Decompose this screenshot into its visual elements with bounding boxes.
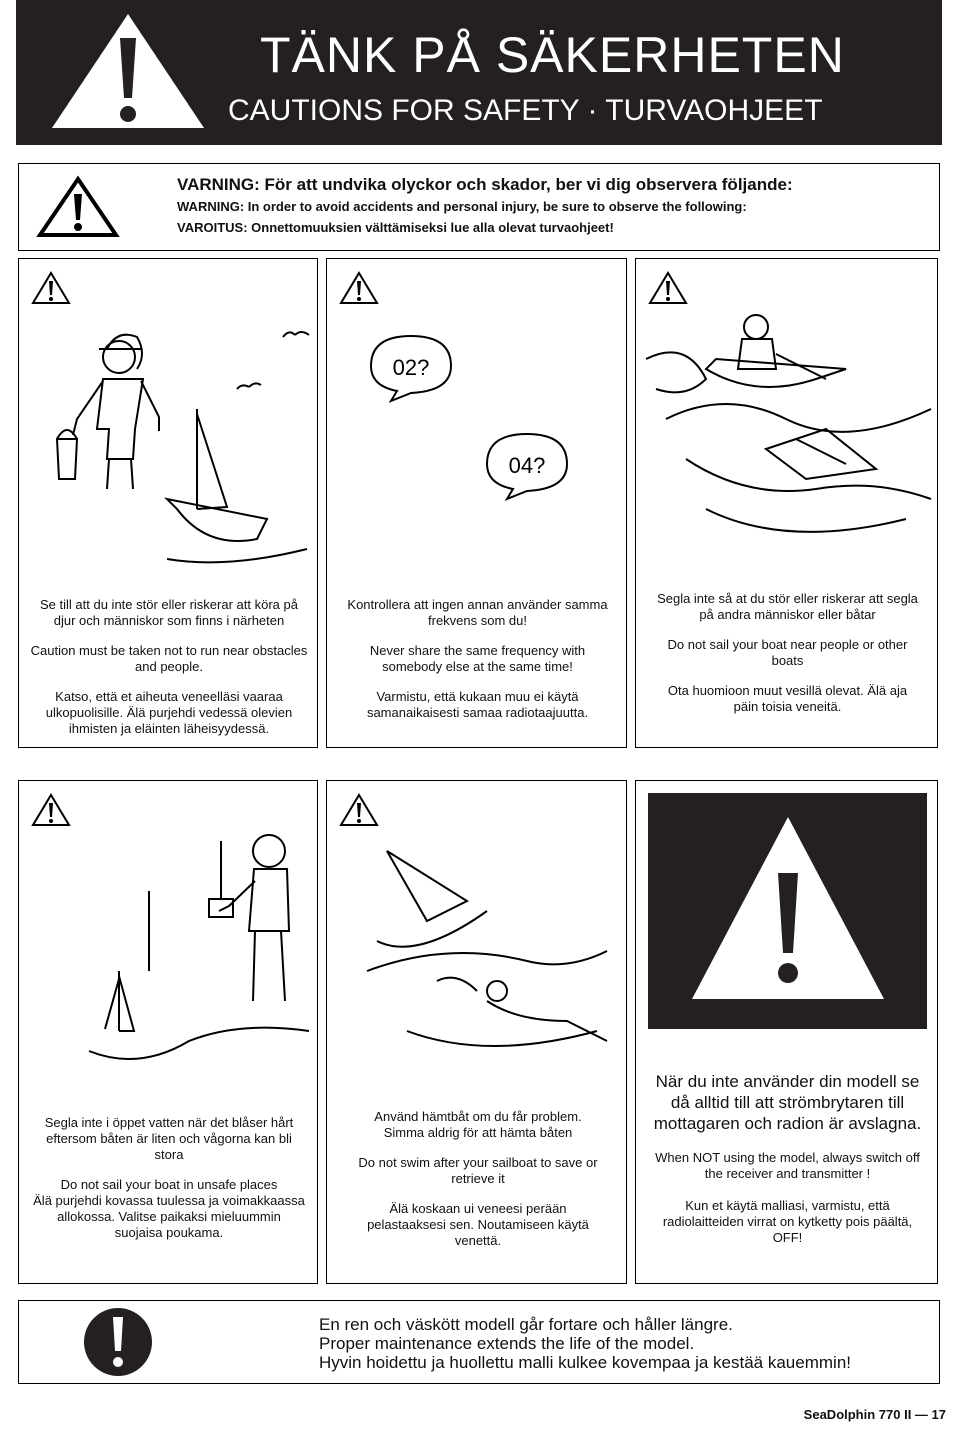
panel-text-en: Caution must be taken not to run near obstacles and people. [30, 643, 308, 674]
panel-text-sv: Kontrollera att ingen annan använder samma frekvens som du! [347, 597, 608, 628]
panel-text-en: When NOT using the model, always switch off the receiver and transmitter ! [655, 1150, 920, 1181]
panel-text-sv: Se till att du inte stör eller riskerar att köra på djur och människor som finns i närheten [40, 597, 298, 628]
rowboat-collision-illustration [646, 299, 931, 549]
warning-triangle-icon [339, 793, 379, 827]
panel-text-en: Do not swim after your sailboat to save or retrieve it [358, 1155, 598, 1186]
frequency-bubble-left [361, 331, 461, 401]
panel-text-sv: När du inte använder din modell se då alltid till att strömbrytaren till mottagaren och radion är avslagna. [653, 1072, 922, 1133]
warning-triangle-icon [37, 176, 119, 238]
maintenance-en: Proper maintenance extends the life of the model. [319, 1334, 695, 1353]
panel-text-en: Do not sail your boat near people or other boats [667, 637, 908, 668]
panel-text-en: Never share the same frequency with somebody else at the same time! [369, 643, 586, 674]
panel-unsafe-water [18, 780, 318, 1284]
maintenance-box [18, 1300, 940, 1384]
warning-sv: VARNING: För att undvika olyckor och skador, ber vi dig observera följande: [177, 175, 793, 194]
warning-en: WARNING: In order to avoid accidents and personal injury, be sure to observe the following: [177, 199, 747, 214]
frequency-bubble-right [477, 429, 577, 499]
panel-text-fi: Kun et käytä malliasi, varmistu, että radiolaitteiden virrat on kytketty pois päältä, OFF! [662, 1198, 913, 1245]
page-subtitle: CAUTIONS FOR SAFETY · TURVAOHJEET [228, 94, 823, 127]
warning-triangle-icon [688, 813, 888, 1003]
warning-fi: VAROITUS: Onnettomuuksien välttämiseksi lue alla olevat turvaohjeet! [177, 220, 614, 235]
exclamation-circle-icon [75, 1305, 161, 1379]
warning-box [18, 163, 940, 251]
warning-block [648, 793, 927, 1029]
page-header [16, 0, 942, 145]
maintenance-sv: En ren och väskött modell går fortare och håller längre. [319, 1315, 733, 1334]
panel-text-fi: Älä koskaan ui veneesi perään pelastaaksesi sen. Noutamiseen käytä venettä. [367, 1201, 589, 1248]
panel-text-fi: Katso, että et aiheuta veneelläsi vaaraa ulkopuolisille. Älä purjehdi vedessä olevien ihmisten ja eläinten läheisyydessä. [45, 689, 293, 736]
panel-text-fi: Älä purjehdi kovassa tuulessa ja voimakkaassa allokossa. Valitse paikaksi mieluummin suojaisa poukama. [33, 1193, 305, 1240]
panel-text-fi: Varmistu, että kukaan muu ei käytä samanaikaisesti samaa radiotaajuutta. [366, 689, 589, 720]
maintenance-fi: Hyvin hoidettu ja huollettu malli kulkee kovempaa ja kestää kauemmin! [319, 1353, 851, 1372]
rc-operator-illustration [59, 821, 309, 1081]
panel-obstacles [18, 258, 318, 748]
frequency-label-b: 04? [508, 453, 546, 478]
panel-text-sv: Segla inte så at du stör eller riskerar att segla på andra människor eller båtar [657, 591, 918, 622]
warning-triangle-icon [48, 10, 208, 132]
child-with-bucket-illustration [37, 319, 307, 569]
warning-triangle-icon [339, 271, 379, 305]
panel-text-en: Do not sail your boat in unsafe places [60, 1177, 278, 1192]
page-title: TÄNK PÅ SÄKERHETEN [260, 27, 845, 83]
swimmer-illustration [367, 841, 617, 1071]
warning-triangle-icon [31, 271, 71, 305]
panel-text-fi: Ota huomioon muut vesillä olevat. Älä aja päin toisia veneitä. [667, 683, 908, 714]
panel-text-sv: Segla inte i öppet vatten när det blåser hårt eftersom båten är liten och vågorna kan bli stora [44, 1115, 294, 1162]
panel-people-boats [635, 258, 938, 748]
panel-text-sv: Använd hämtbåt om du får problem. Simma aldrig för att hämta båten [374, 1109, 582, 1140]
panel-frequency [326, 258, 627, 748]
page-footer: SeaDolphin 770 II — 17 [803, 1407, 946, 1422]
frequency-label-a: 02? [392, 355, 430, 380]
panel-retrieve-boat [326, 780, 627, 1284]
panel-switch-off [635, 780, 938, 1284]
